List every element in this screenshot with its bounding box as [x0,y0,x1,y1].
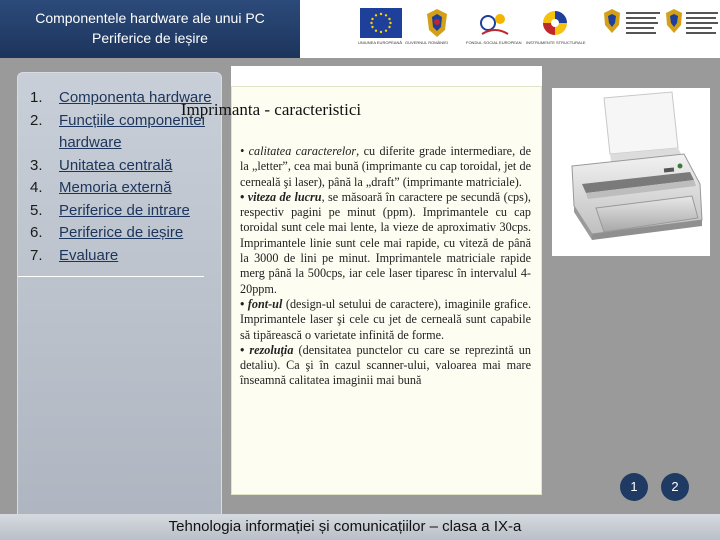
paragraph-font [240,297,531,343]
printer-image [552,88,710,256]
coat-of-arms-icon [424,8,450,38]
paragraph-calitatea [240,144,531,190]
menu-number: 7. [30,246,43,264]
content-text [240,144,531,389]
page-2-button[interactable]: 2 [661,473,689,501]
fse-caption: FONDUL SOCIAL EUROPEAN [466,40,522,45]
eu-flag-icon [360,8,402,38]
menu-number: 1. [30,89,43,106]
menu-number: 2. [30,111,43,129]
menu-link[interactable]: Evaluare [59,246,119,264]
instruments-logo-icon [536,8,574,38]
paragraph-text: (densitatea punctelor cu care se reprezintă un detaliu). Ca şi în cazul scanner-ului, valoarea mai mare înseamnă calitatea imaginii mai bună [240,342,531,388]
menu-item-periferice-intrare[interactable] [18,200,221,223]
slide-header [0,8,300,48]
content-title: Imprimanta - caracteristici [180,100,362,119]
page-1-button[interactable]: 1 [620,473,648,501]
fse-logo-icon [478,8,512,38]
paragraph-rezolutia [240,343,531,389]
bullet-term: • viteza de lucru [240,189,322,204]
paragraph-text: (design-ul setului de caractere), imaginile grafice. Imprimantele laser şi cele cu jet de cerneală sunt capabile să tipărească o varietate infinită de forme. [240,296,531,342]
menu-link[interactable]: Componenta hardware [59,89,212,106]
menu-link[interactable]: Periferice de ieșire [59,224,184,241]
menu-link[interactable]: Periferice de intrare [59,201,190,219]
menu-item-evaluare[interactable] [18,245,221,268]
panel-divider [18,276,204,277]
menu-link[interactable]: Unitatea centrală [59,156,173,174]
menu-item-unitatea-centrala[interactable] [18,155,221,178]
instruments-caption: INSTRUMENTE STRUCTURALE [526,40,586,45]
ministry-text-icon [626,10,662,40]
ministry-text-2-icon [686,10,720,40]
gov-caption: GUVERNUL ROMÂNIEI [405,40,448,45]
menu-number: 6. [30,224,43,241]
ministry-crest-icon [602,8,622,34]
menu-link[interactable]: Memoria externă [59,179,172,196]
logo-strip [300,0,720,58]
header-subtitle: Periferice de ieșire [92,30,208,46]
navigation-panel [17,72,222,527]
paragraph-text: , se măsoară în caractere pe secundă (cps), respectiv pagini pe minut (ppm). Imprimantele cu cap toroidal sunt cele mai lente, la vieze de aproximativ 30cps. Imprimantele linie sunt cele mai rapide, cu viteză de până la 3000 de lini pe minut. Imprimantele matriciale rapide merg până la 500cps, iar cele laser tiparesc în intervalul 4-20ppm. [240,189,531,296]
menu-item-periferice-iesire[interactable] [18,222,221,245]
bullet-term: • rezoluţia [240,342,294,357]
paragraph-text: , cu diferite grade intermediare, de la „letter”, cea mai bună (imprimante cu cap toroidal, jet de cerneală şi laser), până la „draft” (imprimante matriciale). [240,144,531,189]
menu-item-memoria-externa[interactable] [18,177,221,200]
footer-text: Tehnologia informației și comunicațiilor – clasa a IX-a [168,518,522,535]
ministry-crest-2-icon [664,8,684,34]
eu-caption: UNIUNEA EUROPEANĂ [358,40,403,45]
paragraph-viteza [240,190,531,297]
menu-number: 4. [30,179,43,196]
bullet-term: • calitatea caracterelor [240,144,357,158]
menu-link[interactable]: Funcțiile componentei hardware [59,111,205,151]
menu-number: 3. [30,156,43,174]
header-title: Componentele hardware ale unui PC [35,10,265,26]
menu-number: 5. [30,201,43,219]
bullet-term: • font-ul [240,296,283,311]
